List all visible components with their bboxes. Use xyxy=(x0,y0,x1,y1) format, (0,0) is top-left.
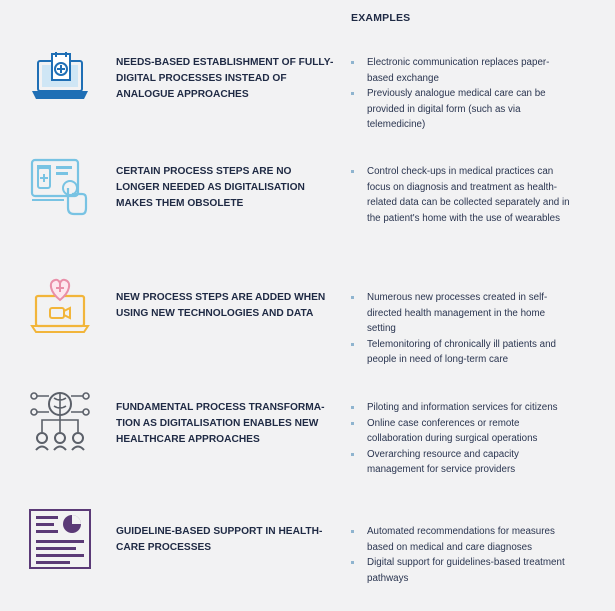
examples-list xyxy=(351,400,576,478)
example-item: Numerous new processes created in self-directed health management in the home setting xyxy=(351,290,576,337)
laptop-heart-video-call-icon xyxy=(28,274,92,338)
example-item: Electronic communication replaces paper-based exchange xyxy=(351,55,576,86)
guideline-document-chart-icon xyxy=(28,508,92,572)
example-item: Online case conferences or remote collaboration during surgical operations xyxy=(351,416,576,447)
example-item: Telemonitoring of chronically ill patients and people in need of long-term care xyxy=(351,337,576,368)
laptop-medical-calendar-icon xyxy=(28,49,92,113)
row-title: NEW PROCESS STEPS ARE ADDED WHEN USING NEW TECHNOLOGIES AND DATA xyxy=(116,292,326,319)
example-item: Automated recommendations for measures based on medical and care diagnoses xyxy=(351,524,576,555)
examples-list xyxy=(351,524,576,586)
brain-network-people-icon xyxy=(28,388,92,452)
examples-list xyxy=(351,164,576,226)
tablet-medicine-touch-icon xyxy=(28,156,92,220)
row-title: NEEDS-BASED ESTABLISHMENT OF FULLY-DIGITAL PROCESSES INSTEAD OF ANALOGUE APPROACHES xyxy=(116,57,334,100)
row-title: FUNDAMENTAL PROCESS TRANSFORMA-TION AS DIGITALISATION ENABLES NEW HEALTHCARE APPROACHES xyxy=(116,402,325,445)
example-item: Overarching resource and capacity management for service providers xyxy=(351,447,576,478)
examples-heading: EXAMPLES xyxy=(351,12,411,24)
example-item: Previously analogue medical care can be provided in digital form (such as via telemedicine) xyxy=(351,86,576,133)
example-item: Piloting and information services for citizens xyxy=(351,400,576,416)
row-title: GUIDELINE-BASED SUPPORT IN HEALTH-CARE PROCESSES xyxy=(116,526,323,553)
example-item: Digital support for guidelines-based treatment pathways xyxy=(351,555,576,586)
examples-list xyxy=(351,55,576,133)
example-item: Control check-ups in medical practices can focus on diagnosis and treatment as health-related data can be collected separately and in the patient's home with the use of wearables xyxy=(351,164,576,226)
row-title: CERTAIN PROCESS STEPS ARE NO LONGER NEEDED AS DIGITALISATION MAKES THEM OBSOLETE xyxy=(116,166,305,209)
examples-list xyxy=(351,290,576,368)
